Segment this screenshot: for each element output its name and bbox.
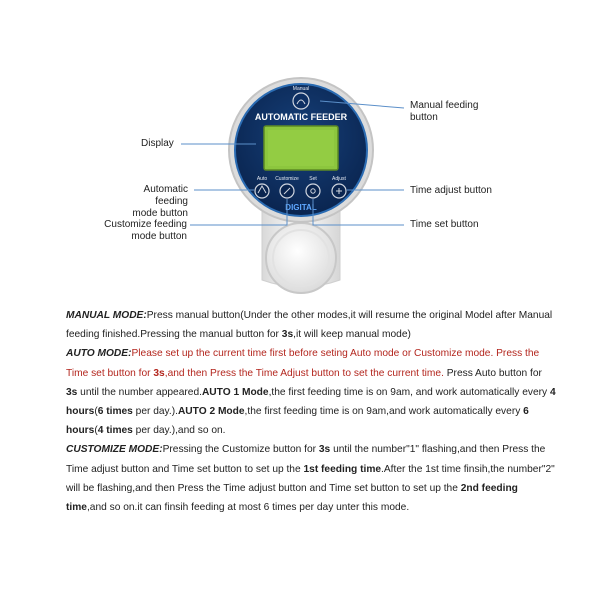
customize-button-label: Customize — [275, 176, 299, 182]
adjust-button-label: Adjust — [332, 176, 346, 182]
manual-button-label: Manual — [292, 86, 310, 92]
callout-customize-mode: Customize feeding mode button — [104, 219, 187, 242]
set-button-label: Set — [309, 176, 317, 182]
manual-button-icon[interactable] — [293, 93, 309, 109]
digital-text: DIGITAL — [285, 203, 317, 212]
auto-button-label: Auto — [256, 176, 268, 182]
feeder-drum — [266, 223, 336, 293]
callout-auto-mode: Automatic feeding mode button — [132, 184, 188, 219]
customize-mode-paragraph: CUSTOMIZE MODE:Pressing the Customize button for 3s until the number"1" flashing,and then Press the Time adjust button and Time set button to set up the 1st feeding time.After the 1st time finsih,the number"2" will be flashing,and then Press the Time adjust button and Time set button to set up the 2nd feeding time,and so on.it can finsih feeding at most 6 times per day unter this mode. — [66, 444, 555, 514]
instructions — [66, 306, 556, 517]
callout-time-adjust: Time adjust button — [410, 185, 492, 196]
callout-time-set: Time set button — [410, 219, 479, 230]
brand-text: AUTOMATIC FEEDER — [254, 112, 348, 122]
auto-mode-paragraph: AUTO MODE:Please set up the current time first before seting Auto mode or Customize mode. Press the Time set button for 3s,and then Press the Time Adjust button to set the current time. Press Auto button for 3s until the number appeared.AUTO 1 Mode,the first feeding time is on 9am, and work automatically every 4 hours(6 times per day.).AUTO 2 Mode,the first feeding time is on 9am,and work automatically every 6 hours(4 times per day.),and so on. — [66, 348, 556, 437]
manual-mode-paragraph: MANUAL MODE:Press manual button(Under the other modes,it will resume the original Model after Manual feeding finished.Pressing the manual button for 3s,it will keep manual mode) — [66, 310, 553, 341]
callout-manual-feeding: Manual feeding button — [410, 100, 479, 123]
callout-display: Display — [141, 138, 174, 149]
set-button-icon[interactable] — [306, 184, 320, 198]
